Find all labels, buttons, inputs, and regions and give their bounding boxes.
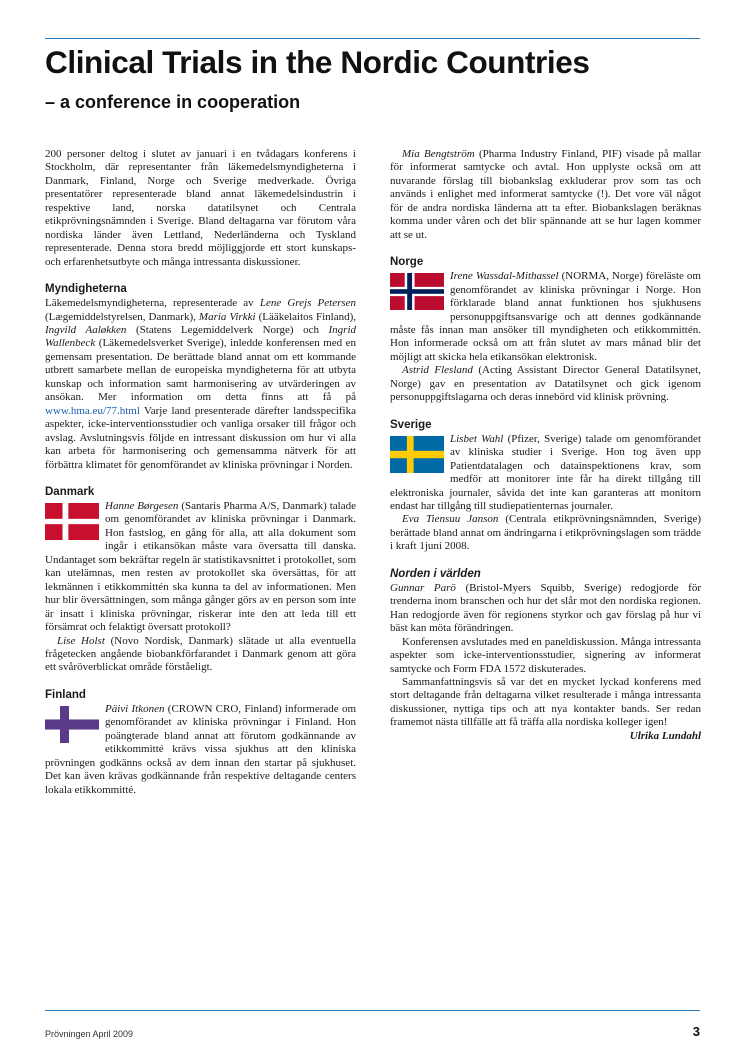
denmark-flag-icon xyxy=(45,503,99,540)
page-title: Clinical Trials in the Nordic Countries xyxy=(45,44,590,80)
person-name: Maria Virkki xyxy=(198,310,256,323)
person-name: Lene Grejs Petersen xyxy=(259,297,357,310)
section-heading-myndigheterna: Myndigheterna xyxy=(45,283,127,296)
person-name: Ingrid Wallenbeck xyxy=(45,323,357,350)
sverige-paragraph-2: Eva Tiensuu Janson (Centrala etikprövningsnämnden, Sverige) berättade bland annat om ändringarna i etikprövningslagen som trädde i kraft 1juni 2008. xyxy=(390,513,701,553)
danmark-paragraph-2: Lise Holst (Novo Nordisk, Danmark) slätade ut alla eventuella frågetecken angående biobankförfarandet i Danmark genom att göra ett svåröverblickat område förståeligt. xyxy=(45,634,356,674)
footer-publication: Prövningen April 2009 xyxy=(45,1029,134,1039)
page-number: 3 xyxy=(692,1024,700,1039)
hma-link[interactable]: www.hma.eu/77.html xyxy=(45,404,140,417)
norge-paragraph-2: Astrid Flesland (Acting Assistant Director General Datatilsynet, Norge) gav en presentation av Datatilsynet och gick igenom personuppgiftslagarna och deras innebörd vid klinisk prövning. xyxy=(390,364,701,404)
danmark-paragraph-1: Hanne Børgesen (Santaris Pharma A/S, Danmark) talade om genomförandet av kliniska prövningar i Danmark. Hon fastslog, en gång för alla, att alla dokument som ingår i etikansökan måste vara översatta till danska. Undantaget som bekräftar regeln är statistikavsnittet i protokollet, som kan utelämnas, men resten av protokollet ska översättas, för att lekmännen i etikkommittén ska kunna ta del av informationen. Men hur blir översättningen, som många gånger görs av en person som inte är insatt i kliniska prövningar, riskerar inte den att leda till ett försämrat och felaktigt översatt protokoll? xyxy=(45,499,356,634)
norway-flag-icon xyxy=(390,273,444,310)
finland-paragraph-2: Mia Bengtström (Pharma Industry Finland, PIF) visade på mallar för informerat samtycke och avtal. Hon upplyste också om att nuvarande förslag till biobankslag exkluderar prov som tas och används i enlighet med informerat samtycke (!). Det vore väl något för de andra nordiska länderna att ta efter. Biobankslagen beräknas komma under våren och det blir spännande att se hur lagen kommer att se ut. xyxy=(390,148,701,241)
bottom-rule xyxy=(45,1010,700,1011)
finland-paragraph-1: Päivi Itkonen (CROWN CRO, Finland) informerade om genomförandet av kliniska prövningar i Finland. Hon poängterade bland annat att förutom godkännande av etikkommitté krävs vissa sjukhus att den kliniska prövningen godkänns också av dem innan den startar på sjukhuset. Det kan även krävas godkännande från respektive deltagande centers lokala etikkommitté. xyxy=(45,702,356,796)
right-column xyxy=(390,148,701,743)
section-heading-norge: Norge xyxy=(390,256,424,269)
norden-paragraph-3: Sammanfattningsvis så var det en mycket lyckad konferens med stort deltagande från deltagarna vilket resulterade i många intressanta diskussioner, nyttiga tips och att nya kontakter bands. Ser redan framemot nästa tillfälle att få träffa alla nordiska kolleger igen! xyxy=(390,675,701,729)
author-signature: Ulrika Lundahl xyxy=(629,729,701,742)
left-column xyxy=(45,148,356,797)
norden-paragraph-2: Konferensen avslutades med en paneldiskussion. Många intressanta aspekter som icke-interventionsstudier, signering av informerat samtycke och Form FDA 1572 diskuterades. xyxy=(390,635,701,675)
page-subtitle: – a conference in cooperation xyxy=(45,92,301,112)
norden-paragraph-1: Gunnar Parö (Bristol-Myers Squibb, Sverige) redogjorde för trenderna inom branschen och hur det slår mot den nordiska regionen. Han redogjorde även för regionens styrkor och gav förslag på hur vi bäst kan möta förändringen. xyxy=(390,581,702,635)
intro-paragraph: 200 personer deltog i slutet av januari i en tvådagars konferens i Stockholm, där representanter från läkemedelsmyndigheterna i Danmark, Finland, Norge och Sverige medverkade. Övriga presentatörer representerade bland annat läkemedelsindustrin i respektive land, norska datatilsynet och Centrala etikprövningsnämnden i Sverige. Bland deltagarna var förutom våra nordiska länder även Lettland, Nederländerna och Tyskland representerade. Denna stora bredd möjliggjorde ett stort kunskaps- och erfarenhetsutbyte och många intressanta diskussioner. xyxy=(45,148,356,268)
norge-paragraph-1: Irene Wassdal-Mithassel (NORMA, Norge) föreläste om genomförandet av kliniska prövningar i Norge. Hon förklarade bland annat funktionen hos sjukhusens personuppgiftsansvarige och att dennes godkännande måste fås innan man ansöker till myndigheten och etikkommittén. Hon informerade också om att från slutet av mars månad blir det möjligt att skicka hela etikansökan elektronisk. xyxy=(390,270,701,363)
section-heading-finland: Finland xyxy=(45,688,86,701)
section-heading-danmark: Danmark xyxy=(45,485,95,498)
section-heading-sverige: Sverige xyxy=(390,418,432,431)
myndigheterna-paragraph: Läkemedelsmyndigheterna, representerade av Lene Grejs Petersen (Lægemiddelstyrelsen, Danmark), Maria Virkki (Lääkelaitos Finland), Ingvild Aaløkken (Statens Legemiddelverk Norge) och Ingrid Wallenbeck (Läkemedelsverket Sverige), inledde konferensen med en gemensam presentation. De berättade bland annat om ett kommande utbrett samarbete mellan de europeiska myndigheterna för att utbyta kunskap och information samt harmonisering av utvärderingen av ansökan. Mer information om detta finns att få på www.hma.eu/77.html Varje land presenterade därefter landsspecifika aspekter, icke-interventionsstudier och vanliga orsaker till frågor och avslag. Avslutningsvis följde en intressant diskussion om hur vi alla kan arbeta för harmonisering och gemensamma nätverk för att förbättra klimatet för genomförandet av kliniska prövningar i Norden. xyxy=(45,297,357,471)
top-rule xyxy=(45,38,700,39)
section-heading-norden: Norden i världen xyxy=(390,567,481,580)
sweden-flag-icon xyxy=(390,436,444,473)
person-name: Ingvild Aaløkken xyxy=(45,323,127,336)
sverige-paragraph-1: Lisbet Wahl (Pfizer, Sverige) talade om genomförandet av kliniska studier i Sverige. Hon tog även upp Patientdatalagen och datainspektionens krav, som medför att monitorer inte får ha direkt tillgång till elektroniska journaler, såvida det inte kan garanteras att monitorn endast har tillgång till studiepatienternas journaler. xyxy=(390,432,701,512)
finland-flag-icon xyxy=(45,706,99,743)
